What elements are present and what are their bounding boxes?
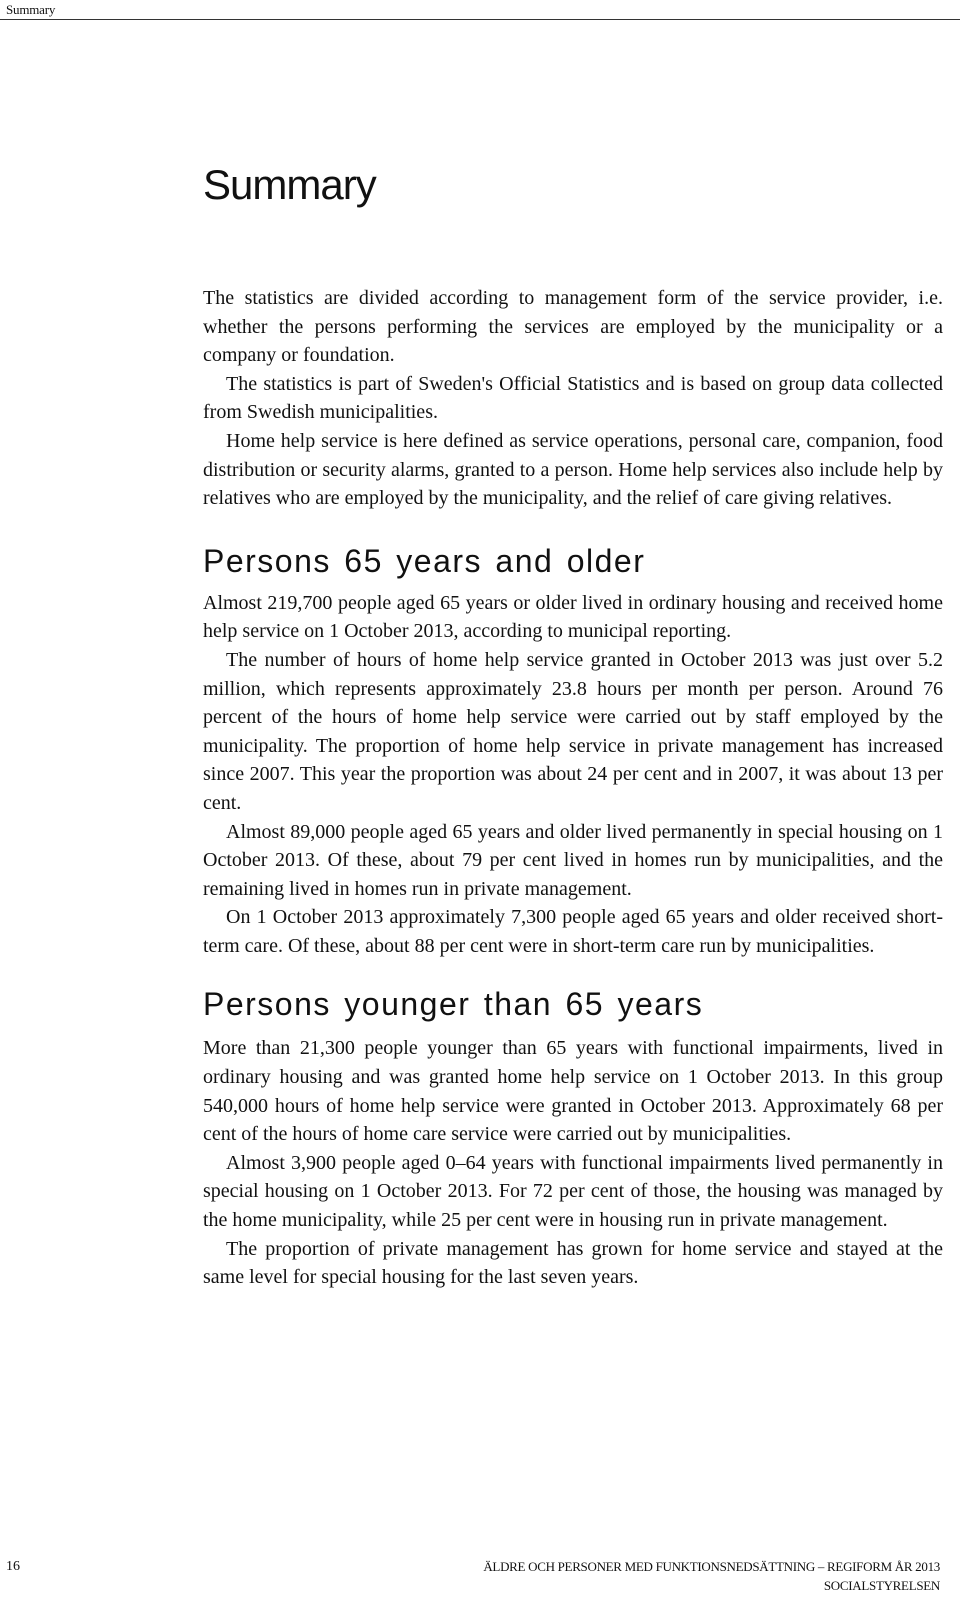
header-rule xyxy=(0,19,960,20)
section-paragraph: Almost 89,000 people aged 65 years and older lived permanently in special housing on 1 October 2013. Of these, about 79 per cent lived in homes run by municipalities, and the remaining lived in homes run in private management. xyxy=(203,820,943,900)
page-title: Summary xyxy=(203,161,376,208)
section-paragraph: Almost 3,900 people aged 0–64 years with functional impairments lived permanently in special housing on 1 October 2013. For 72 per cent of those, the housing was managed by the home municipality, while 25 per cent were in housing run in private management. xyxy=(203,1151,943,1232)
footer-report-title: ÄLDRE OCH PERSONER MED FUNKTIONSNEDSÄTTNING – REGIFORM ÅR 2013 xyxy=(483,1559,940,1574)
intro-paragraph: The statistics are divided according to management form of the service provider, i.e. whether the persons performing the services are employed by the municipality or a company or foundation. xyxy=(203,287,943,367)
section-paragraph: More than 21,300 people younger than 65 years with functional impairments, lived in ordinary housing and was granted home help service on 1 October 2013. In this group 540,000 hours of home help service were granted in October 2013. Approximately 68 per cent of the hours of home care service were carried out by municipalities. xyxy=(203,1037,943,1146)
section-persons-younger-than-65 xyxy=(203,984,943,1291)
section-paragraph: The proportion of private management has grown for home service and stayed at the same level for special housing for the last seven years. xyxy=(203,1237,943,1289)
running-header: Summary xyxy=(6,2,56,17)
page-content xyxy=(203,158,943,1292)
section-heading-older: Persons 65 years and older xyxy=(203,542,646,579)
section-persons-65-and-older xyxy=(203,541,943,961)
section-paragraph: On 1 October 2013 approximately 7,300 people aged 65 years and older received short-term care. Of these, about 88 per cent were in short-term care run by municipalities. xyxy=(203,906,943,957)
intro-paragraph: The statistics is part of Sweden's Official Statistics and is based on group data collected from Swedish municipalities. xyxy=(203,372,943,424)
section-paragraph: Almost 219,700 people aged 65 years or older lived in ordinary housing and received home help service on 1 October 2013, according to municipal reporting. xyxy=(203,591,943,643)
page-number: 16 xyxy=(6,1559,20,1574)
section-paragraph: The number of hours of home help service granted in October 2013 was just over 5.2 million, which represents approximately 23.8 hours per month per person. Around 76 percent of the hours of home help service were carried out by staff employed by the municipality. The proportion of home help service in private management has increased since 2007. This year the proportion was about 24 per cent and in 2007, it was about 13 per cent. xyxy=(203,648,943,814)
footer-publisher: SOCIALSTYRELSEN xyxy=(823,1578,940,1593)
intro-section xyxy=(203,284,943,513)
section-heading-younger: Persons younger than 65 years xyxy=(203,986,704,1023)
intro-paragraph: Home help service is here defined as service operations, personal care, companion, food distribution or security alarms, granted to a person. Home help services also include help by relatives who are employed by the municipality, and the relief of care giving relatives. xyxy=(203,429,943,510)
